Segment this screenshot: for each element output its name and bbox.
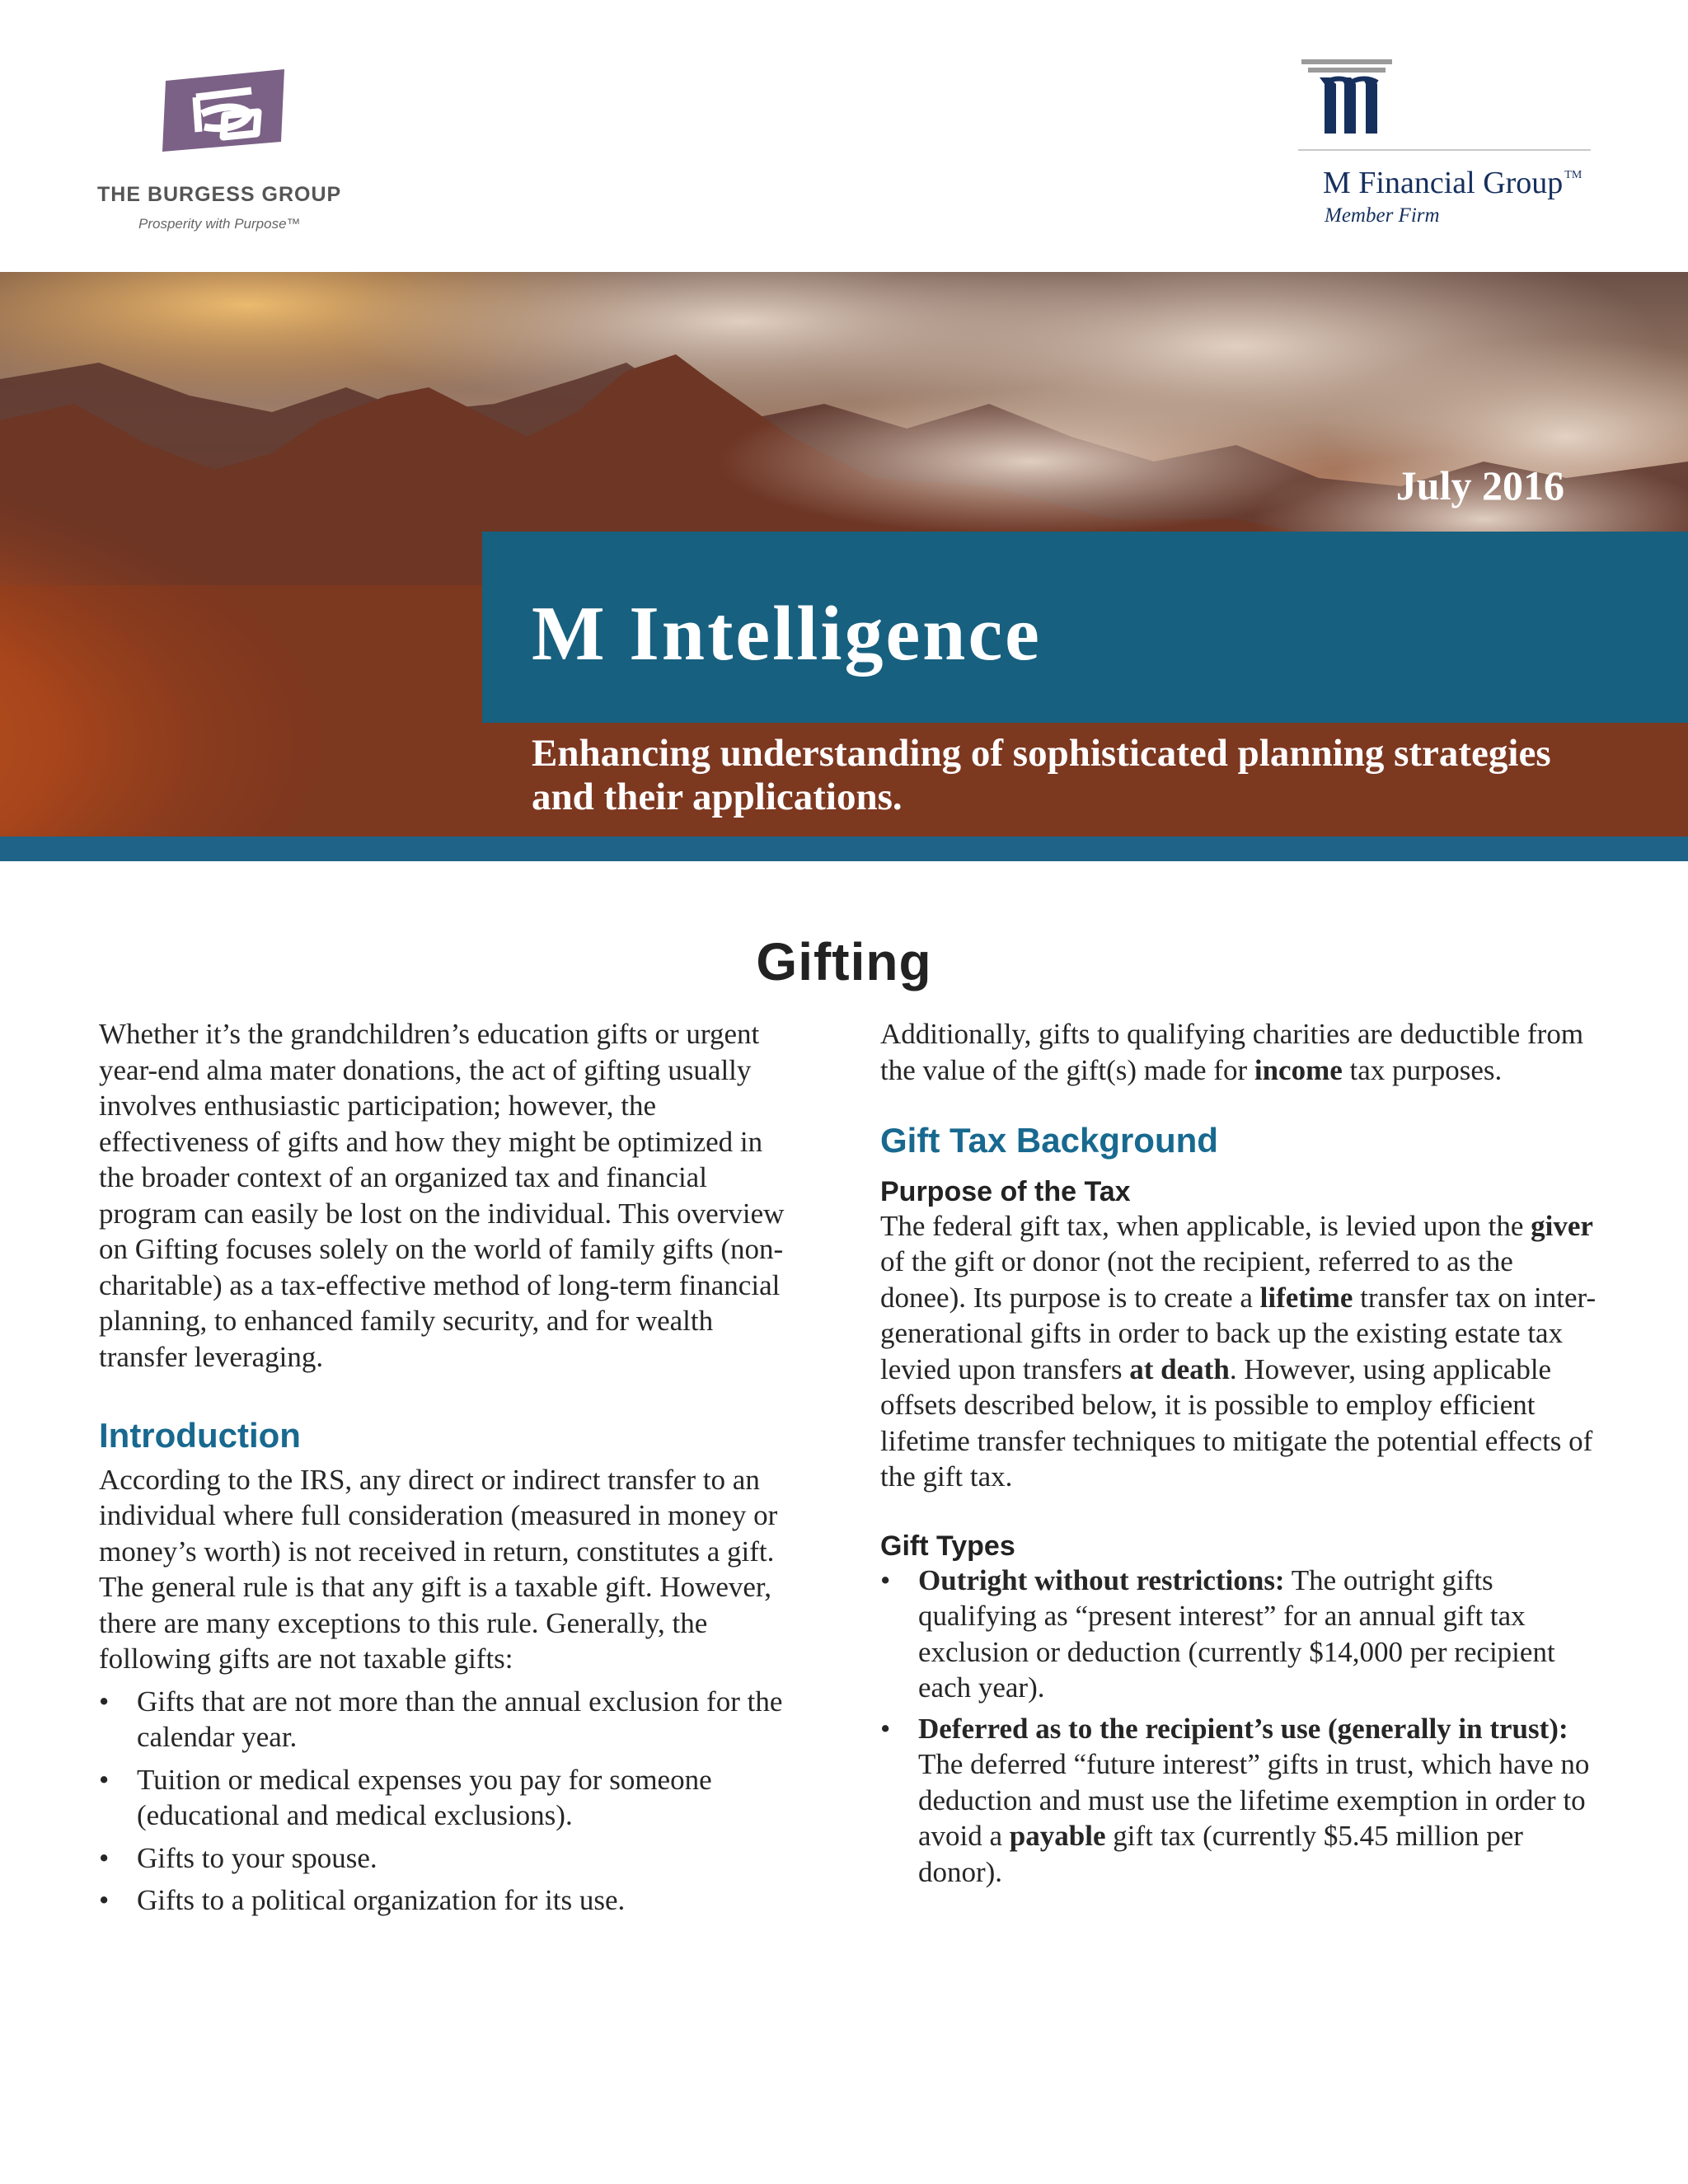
m-financial-group-logo	[1298, 56, 1595, 237]
publication-subtitle: Enhancing understanding of sophisticated planning strategies and their applications.	[532, 732, 1551, 818]
left-column	[99, 1016, 799, 1919]
purpose-of-tax-paragraph: The federal gift tax, when applicable, is levied upon the giver of the gift or donor (not the recipient, referred to as the donee). Its purpose is to create a lifetime transfer tax on inter-generational gifts in order to back up the existing estate tax levied upon transfers at death. However, using applicable offsets described below, it is possible to employ efficient lifetime transfer techniques to mitigate the potential effects of the gift tax.	[880, 1209, 1597, 1493]
gift-types-heading: Gift Types	[880, 1530, 1015, 1562]
intro-paragraph: Whether it’s the grandchildren’s education gifts or urgent year-end alma mater donations, the act of gifting usually involves enthusiastic participation; however, the effectiveness of gifts and how they might be optimized in the broader context of an organized tax and financial program can easily be lost on the individual. This overview on Gifting focuses solely on the world of family gifts (non-charitable) as a tax-effective method of long-term financial planning, to enhanced family security, and for wealth transfer leveraging.	[99, 1018, 785, 1373]
list-item: • Gifts to your spouse.	[99, 1840, 799, 1877]
bullet-icon: •	[99, 1884, 110, 1916]
bullet-icon: •	[99, 1763, 110, 1796]
logo-divider	[1298, 149, 1591, 151]
bullet-icon: •	[99, 1685, 110, 1718]
charity-paragraph: Additionally, gifts to qualifying charities are deductible from the value of the gift(s) made for income tax purposes.	[880, 1018, 1584, 1086]
right-column	[880, 1016, 1597, 1890]
burgess-logo-mark-icon	[159, 66, 291, 157]
list-item: • Gifts that are not more than the annual exclusion for the calendar year.	[99, 1685, 783, 1753]
bullet-icon: •	[880, 1712, 891, 1745]
gift-types-list	[880, 1563, 1597, 1891]
burgess-group-tagline: Prosperity with Purpose™	[138, 216, 301, 232]
publication-title-box	[482, 532, 1688, 723]
trademark-mark: TM	[1564, 169, 1582, 181]
list-item: • Tuition or medical expenses you pay for someone (educational and medical exclusions).	[99, 1763, 712, 1831]
gift-tax-background-heading: Gift Tax Background	[880, 1121, 1218, 1160]
non-taxable-gifts-list	[99, 1684, 799, 1919]
bullet-icon: •	[99, 1841, 110, 1874]
issue-date: July 2016	[1395, 462, 1564, 509]
member-firm-label: Member Firm	[1325, 204, 1440, 227]
list-item: • Deferred as to the recipient’s use (generally in trust): The deferred “future interest” gifts in trust, which have no deduction and must use the lifetime exemption in order to avoid a payable gift tax (currently $5.45 million per donor).	[880, 1712, 1590, 1888]
list-item: • Outright without restrictions: The outright gifts qualifying as “present interest” for an annual gift tax exclusion or deduction (currently $14,000 per recipient each year).	[880, 1563, 1555, 1704]
list-item: • Gifts to a political organization for its use.	[99, 1882, 799, 1919]
document-title: Gifting	[756, 932, 932, 991]
publication-title: M Intelligence	[532, 591, 1042, 677]
purpose-of-tax-heading: Purpose of the Tax	[880, 1175, 1131, 1207]
m-financial-group-name: M Financial Group ™	[1323, 166, 1582, 200]
burgess-group-logo	[97, 58, 361, 239]
burgess-group-name: THE BURGESS GROUP	[97, 183, 342, 206]
banner-bottom-stripe	[0, 837, 1688, 861]
bullet-icon: •	[880, 1563, 891, 1596]
introduction-paragraph: According to the IRS, any direct or indirect transfer to an individual where full consideration (measured in money or money’s worth) is not received in return, constitutes a gift. The general rule is that any gift is a taxable gift. However, there are many exceptions to this rule. Generally, the following gifts are not taxable gifts:	[99, 1463, 778, 1675]
introduction-heading: Introduction	[99, 1416, 301, 1455]
column-m-icon	[1301, 59, 1392, 142]
